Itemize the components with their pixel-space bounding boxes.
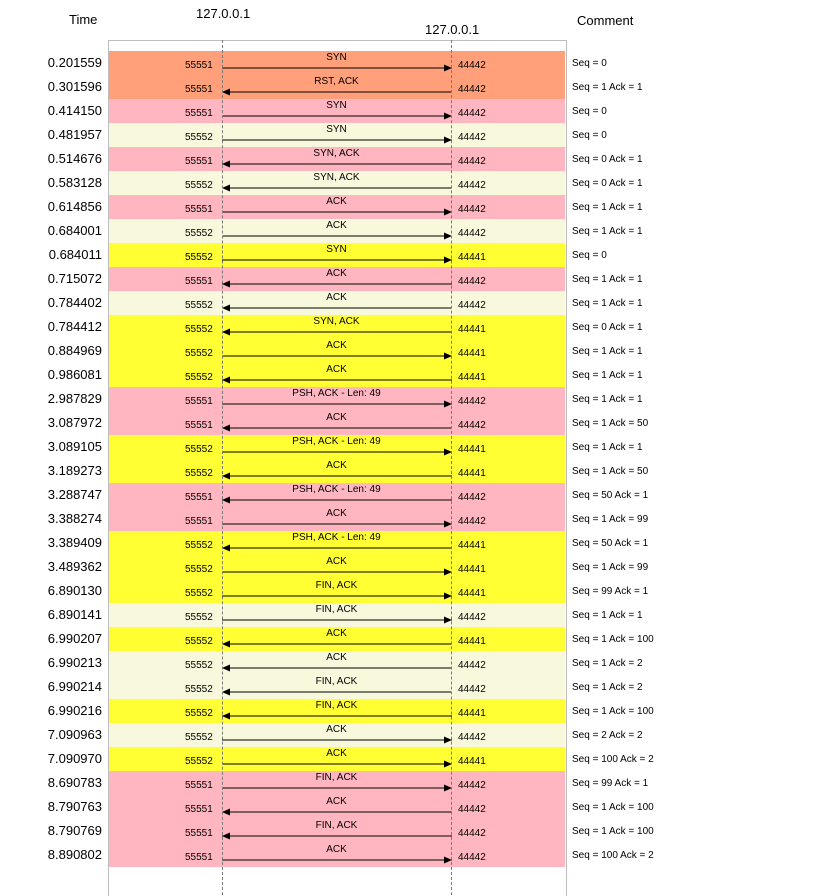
- row-source-port: 55552: [185, 684, 213, 695]
- row-comment: Seq = 0: [572, 106, 607, 117]
- flow-row[interactable]: [0, 291, 817, 315]
- row-comment: Seq = 0 Ack = 1: [572, 178, 643, 189]
- row-time: 3.189273: [47, 463, 102, 478]
- row-time: 8.890802: [47, 847, 102, 862]
- arrow-head: [222, 641, 230, 648]
- arrow-right-icon: [222, 616, 452, 624]
- row-comment: Seq = 0: [572, 58, 607, 69]
- row-time: 6.990214: [47, 679, 102, 694]
- host-a-header: 127.0.0.1: [196, 6, 251, 21]
- row-destination-port: 44442: [458, 228, 486, 239]
- row-packet-label: ACK: [326, 292, 347, 303]
- row-destination-port: 44442: [458, 108, 486, 119]
- row-packet-label: ACK: [326, 844, 347, 855]
- flow-row[interactable]: [0, 387, 817, 411]
- row-comment: Seq = 2 Ack = 2: [572, 730, 643, 741]
- row-source-port: 55551: [185, 492, 213, 503]
- row-source-port: 55552: [185, 228, 213, 239]
- row-comment: Seq = 1 Ack = 100: [572, 634, 654, 645]
- arrow-left-icon: [222, 424, 452, 432]
- row-source-port: 55551: [185, 780, 213, 791]
- row-comment: Seq = 1 Ack = 100: [572, 706, 654, 717]
- arrow-head: [222, 161, 230, 168]
- arrow-right-icon: [222, 400, 452, 408]
- row-packet-label: PSH, ACK - Len: 49: [292, 484, 381, 495]
- arrow-head: [222, 833, 230, 840]
- row-source-port: 55551: [185, 516, 213, 527]
- row-comment: Seq = 0 Ack = 1: [572, 154, 643, 165]
- row-time: 3.489362: [47, 559, 102, 574]
- arrow-head: [222, 89, 230, 96]
- row-time: 6.990213: [47, 655, 102, 670]
- row-comment: Seq = 0: [572, 130, 607, 141]
- arrow-left-icon: [222, 808, 452, 816]
- row-source-port: 55552: [185, 612, 213, 623]
- row-comment: Seq = 1 Ack = 50: [572, 466, 649, 477]
- row-destination-port: 44441: [458, 540, 486, 551]
- flow-row[interactable]: [0, 123, 817, 147]
- arrow-right-icon: [222, 736, 452, 744]
- row-comment: Seq = 50 Ack = 1: [572, 538, 649, 549]
- arrow-right-icon: [222, 352, 452, 360]
- row-destination-port: 44442: [458, 828, 486, 839]
- row-source-port: 55551: [185, 396, 213, 407]
- row-comment: Seq = 100 Ack = 2: [572, 754, 654, 765]
- row-source-port: 55552: [185, 372, 213, 383]
- row-comment: Seq = 1 Ack = 1: [572, 442, 643, 453]
- flow-row[interactable]: [0, 339, 817, 363]
- row-packet-label: SYN: [326, 52, 347, 63]
- row-comment: Seq = 1 Ack = 1: [572, 394, 643, 405]
- row-time: 7.090970: [47, 751, 102, 766]
- flow-row[interactable]: [0, 675, 817, 699]
- arrow-left-icon: [222, 544, 452, 552]
- row-comment: Seq = 1 Ack = 100: [572, 826, 654, 837]
- row-destination-port: 44442: [458, 492, 486, 503]
- row-packet-label: ACK: [326, 220, 347, 231]
- row-time: 0.614856: [47, 199, 102, 214]
- row-time: 0.301596: [47, 79, 102, 94]
- row-comment: Seq = 1 Ack = 1: [572, 202, 643, 213]
- flow-row[interactable]: [0, 243, 817, 267]
- row-packet-label: PSH, ACK - Len: 49: [292, 532, 381, 543]
- time-column-header: Time: [69, 12, 98, 27]
- row-source-port: 55551: [185, 60, 213, 71]
- row-source-port: 55552: [185, 540, 213, 551]
- row-source-port: 55552: [185, 324, 213, 335]
- row-comment: Seq = 1 Ack = 1: [572, 226, 643, 237]
- row-destination-port: 44442: [458, 276, 486, 287]
- flow-row[interactable]: [0, 483, 817, 507]
- arrow-right-icon: [222, 856, 452, 864]
- flow-row[interactable]: [0, 435, 817, 459]
- host-b-lifeline: [451, 40, 452, 895]
- arrow-head: [222, 545, 230, 552]
- row-comment: Seq = 1 Ack = 1: [572, 346, 643, 357]
- row-packet-label: SYN, ACK: [313, 172, 360, 183]
- flow-row[interactable]: [0, 75, 817, 99]
- row-time: 3.288747: [47, 487, 102, 502]
- row-comment: Seq = 1 Ack = 1: [572, 298, 643, 309]
- flow-row[interactable]: [0, 771, 817, 795]
- row-destination-port: 44441: [458, 756, 486, 767]
- row-packet-label: SYN, ACK: [313, 148, 360, 159]
- row-time: 0.514676: [47, 151, 102, 166]
- row-destination-port: 44442: [458, 516, 486, 527]
- row-comment: Seq = 1 Ack = 99: [572, 514, 649, 525]
- arrow-right-icon: [222, 760, 452, 768]
- row-time: 8.690783: [47, 775, 102, 790]
- row-packet-label: ACK: [326, 652, 347, 663]
- row-source-port: 55552: [185, 252, 213, 263]
- arrow-right-icon: [222, 256, 452, 264]
- flow-row[interactable]: [0, 531, 817, 555]
- row-comment: Seq = 1 Ack = 2: [572, 658, 643, 669]
- flow-row[interactable]: [0, 819, 817, 843]
- arrow-right-icon: [222, 448, 452, 456]
- arrow-head: [222, 425, 230, 432]
- flow-row[interactable]: [0, 723, 817, 747]
- row-packet-label: FIN, ACK: [315, 772, 358, 783]
- row-packet-label: SYN: [326, 244, 347, 255]
- flow-row[interactable]: [0, 51, 817, 75]
- row-destination-port: 44442: [458, 204, 486, 215]
- flow-row[interactable]: [0, 219, 817, 243]
- arrow-right-icon: [222, 136, 452, 144]
- row-time: 0.684011: [48, 247, 102, 262]
- row-source-port: 55551: [185, 204, 213, 215]
- row-source-port: 55552: [185, 180, 213, 191]
- arrow-left-icon: [222, 280, 452, 288]
- row-source-port: 55552: [185, 468, 213, 479]
- row-destination-port: 44441: [458, 468, 486, 479]
- row-destination-port: 44442: [458, 132, 486, 143]
- arrow-left-icon: [222, 88, 452, 96]
- row-comment: Seq = 1 Ack = 99: [572, 562, 649, 573]
- row-destination-port: 44442: [458, 300, 486, 311]
- row-destination-port: 44441: [458, 252, 486, 263]
- row-packet-label: SYN: [326, 100, 347, 111]
- row-comment: Seq = 0 Ack = 1: [572, 322, 643, 333]
- row-source-port: 55551: [185, 420, 213, 431]
- row-packet-label: ACK: [326, 340, 347, 351]
- row-source-port: 55552: [185, 564, 213, 575]
- arrow-head: [222, 185, 230, 192]
- row-source-port: 55552: [185, 132, 213, 143]
- row-packet-label: ACK: [326, 556, 347, 567]
- row-packet-label: ACK: [326, 196, 347, 207]
- row-packet-label: PSH, ACK - Len: 49: [292, 388, 381, 399]
- arrow-head: [222, 281, 230, 288]
- flow-row[interactable]: [0, 747, 817, 771]
- row-time: 0.201559: [47, 55, 102, 70]
- arrow-left-icon: [222, 184, 452, 192]
- row-comment: Seq = 99 Ack = 1: [572, 586, 649, 597]
- arrow-left-icon: [222, 472, 452, 480]
- row-time: 0.884969: [47, 343, 102, 358]
- row-packet-label: FIN, ACK: [315, 580, 358, 591]
- row-destination-port: 44441: [458, 348, 486, 359]
- row-time: 6.890141: [47, 607, 102, 622]
- row-comment: Seq = 99 Ack = 1: [572, 778, 649, 789]
- row-packet-label: FIN, ACK: [315, 820, 358, 831]
- row-time: 6.890130: [47, 583, 102, 598]
- row-packet-label: ACK: [326, 268, 347, 279]
- flow-row[interactable]: [0, 315, 817, 339]
- arrow-right-icon: [222, 592, 452, 600]
- arrow-head: [222, 809, 230, 816]
- host-a-lifeline: [222, 40, 223, 895]
- arrow-left-icon: [222, 712, 452, 720]
- row-destination-port: 44442: [458, 804, 486, 815]
- row-destination-port: 44442: [458, 420, 486, 431]
- row-time: 3.087972: [47, 415, 102, 430]
- flow-row[interactable]: [0, 603, 817, 627]
- row-source-port: 55552: [185, 300, 213, 311]
- arrow-head: [222, 305, 230, 312]
- arrow-head: [222, 497, 230, 504]
- row-comment: Seq = 1 Ack = 1: [572, 82, 643, 93]
- flow-row[interactable]: [0, 627, 817, 651]
- row-destination-port: 44442: [458, 180, 486, 191]
- arrow-head: [222, 689, 230, 696]
- row-time: 8.790769: [47, 823, 102, 838]
- row-destination-port: 44442: [458, 780, 486, 791]
- row-destination-port: 44441: [458, 324, 486, 335]
- row-time: 0.684001: [47, 223, 102, 238]
- arrow-right-icon: [222, 520, 452, 528]
- flow-row[interactable]: [0, 795, 817, 819]
- row-destination-port: 44441: [458, 372, 486, 383]
- row-time: 2.987829: [47, 391, 102, 406]
- flow-row[interactable]: [0, 171, 817, 195]
- arrow-head: [222, 713, 230, 720]
- arrow-right-icon: [222, 112, 452, 120]
- arrow-right-icon: [222, 64, 452, 72]
- row-source-port: 55551: [185, 108, 213, 119]
- arrow-head: [222, 665, 230, 672]
- row-destination-port: 44442: [458, 60, 486, 71]
- row-source-port: 55551: [185, 156, 213, 167]
- flow-row[interactable]: [0, 843, 817, 867]
- arrow-left-icon: [222, 328, 452, 336]
- row-packet-label: ACK: [326, 628, 347, 639]
- arrow-left-icon: [222, 496, 452, 504]
- row-time: 0.481957: [47, 127, 102, 142]
- arrow-head: [222, 377, 230, 384]
- comment-column-header: Comment: [577, 13, 634, 28]
- row-packet-label: ACK: [326, 748, 347, 759]
- flow-row[interactable]: [0, 99, 817, 123]
- row-source-port: 55552: [185, 756, 213, 767]
- row-source-port: 55552: [185, 588, 213, 599]
- row-destination-port: 44442: [458, 732, 486, 743]
- flow-row[interactable]: [0, 699, 817, 723]
- row-comment: Seq = 1 Ack = 50: [572, 418, 649, 429]
- flow-row[interactable]: [0, 459, 817, 483]
- row-destination-port: 44441: [458, 636, 486, 647]
- row-destination-port: 44442: [458, 684, 486, 695]
- row-packet-label: ACK: [326, 364, 347, 375]
- row-time: 6.990216: [47, 703, 102, 718]
- row-time: 0.414150: [47, 103, 102, 118]
- row-packet-label: ACK: [326, 412, 347, 423]
- row-packet-label: FIN, ACK: [315, 700, 358, 711]
- flow-row[interactable]: [0, 147, 817, 171]
- host-b-header: 127.0.0.1: [425, 22, 480, 37]
- row-destination-port: 44442: [458, 660, 486, 671]
- row-source-port: 55552: [185, 708, 213, 719]
- row-packet-label: RST, ACK: [314, 76, 359, 87]
- row-source-port: 55551: [185, 276, 213, 287]
- row-time: 0.583128: [47, 175, 102, 190]
- row-destination-port: 44442: [458, 852, 486, 863]
- row-time: 0.715072: [47, 271, 102, 286]
- arrow-left-icon: [222, 160, 452, 168]
- arrow-right-icon: [222, 208, 452, 216]
- row-comment: Seq = 1 Ack = 100: [572, 802, 654, 813]
- row-time: 3.089105: [47, 439, 102, 454]
- flow-row[interactable]: [0, 507, 817, 531]
- flow-row[interactable]: [0, 363, 817, 387]
- flow-row[interactable]: [0, 411, 817, 435]
- row-time: 6.990207: [47, 631, 102, 646]
- row-source-port: 55552: [185, 444, 213, 455]
- row-destination-port: 44441: [458, 588, 486, 599]
- row-source-port: 55551: [185, 84, 213, 95]
- flow-row[interactable]: [0, 651, 817, 675]
- arrow-left-icon: [222, 304, 452, 312]
- row-packet-label: PSH, ACK - Len: 49: [292, 436, 381, 447]
- arrow-head: [222, 473, 230, 480]
- row-time: 0.784412: [47, 319, 102, 334]
- row-time: 0.784402: [47, 295, 102, 310]
- row-comment: Seq = 1 Ack = 2: [572, 682, 643, 693]
- row-packet-label: ACK: [326, 724, 347, 735]
- row-source-port: 55552: [185, 732, 213, 743]
- row-destination-port: 44442: [458, 612, 486, 623]
- flow-row[interactable]: [0, 195, 817, 219]
- row-packet-label: ACK: [326, 508, 347, 519]
- flow-row[interactable]: [0, 555, 817, 579]
- row-source-port: 55552: [185, 660, 213, 671]
- arrow-left-icon: [222, 664, 452, 672]
- arrow-right-icon: [222, 784, 452, 792]
- row-packet-label: FIN, ACK: [315, 604, 358, 615]
- row-source-port: 55551: [185, 804, 213, 815]
- row-destination-port: 44442: [458, 396, 486, 407]
- arrow-left-icon: [222, 376, 452, 384]
- row-time: 8.790763: [47, 799, 102, 814]
- flow-row[interactable]: [0, 579, 817, 603]
- row-packet-label: SYN, ACK: [313, 316, 360, 327]
- row-time: 7.090963: [47, 727, 102, 742]
- flow-row[interactable]: [0, 267, 817, 291]
- row-packet-label: ACK: [326, 460, 347, 471]
- arrow-right-icon: [222, 232, 452, 240]
- row-comment: Seq = 0: [572, 250, 607, 261]
- row-source-port: 55552: [185, 636, 213, 647]
- row-time: 3.389409: [47, 535, 102, 550]
- row-packet-label: ACK: [326, 796, 347, 807]
- row-source-port: 55551: [185, 828, 213, 839]
- arrow-right-icon: [222, 568, 452, 576]
- row-time: 0.986081: [47, 367, 102, 382]
- row-comment: Seq = 100 Ack = 2: [572, 850, 654, 861]
- row-destination-port: 44441: [458, 708, 486, 719]
- row-comment: Seq = 1 Ack = 1: [572, 610, 643, 621]
- arrow-left-icon: [222, 688, 452, 696]
- row-packet-label: SYN: [326, 124, 347, 135]
- arrow-head: [222, 329, 230, 336]
- row-time: 3.388274: [47, 511, 102, 526]
- row-destination-port: 44442: [458, 156, 486, 167]
- row-destination-port: 44441: [458, 564, 486, 575]
- row-destination-port: 44442: [458, 84, 486, 95]
- row-comment: Seq = 1 Ack = 1: [572, 274, 643, 285]
- row-destination-port: 44441: [458, 444, 486, 455]
- row-comment: Seq = 1 Ack = 1: [572, 370, 643, 381]
- row-packet-label: FIN, ACK: [315, 676, 358, 687]
- row-comment: Seq = 50 Ack = 1: [572, 490, 649, 501]
- row-source-port: 55552: [185, 348, 213, 359]
- arrow-left-icon: [222, 640, 452, 648]
- arrow-left-icon: [222, 832, 452, 840]
- row-source-port: 55551: [185, 852, 213, 863]
